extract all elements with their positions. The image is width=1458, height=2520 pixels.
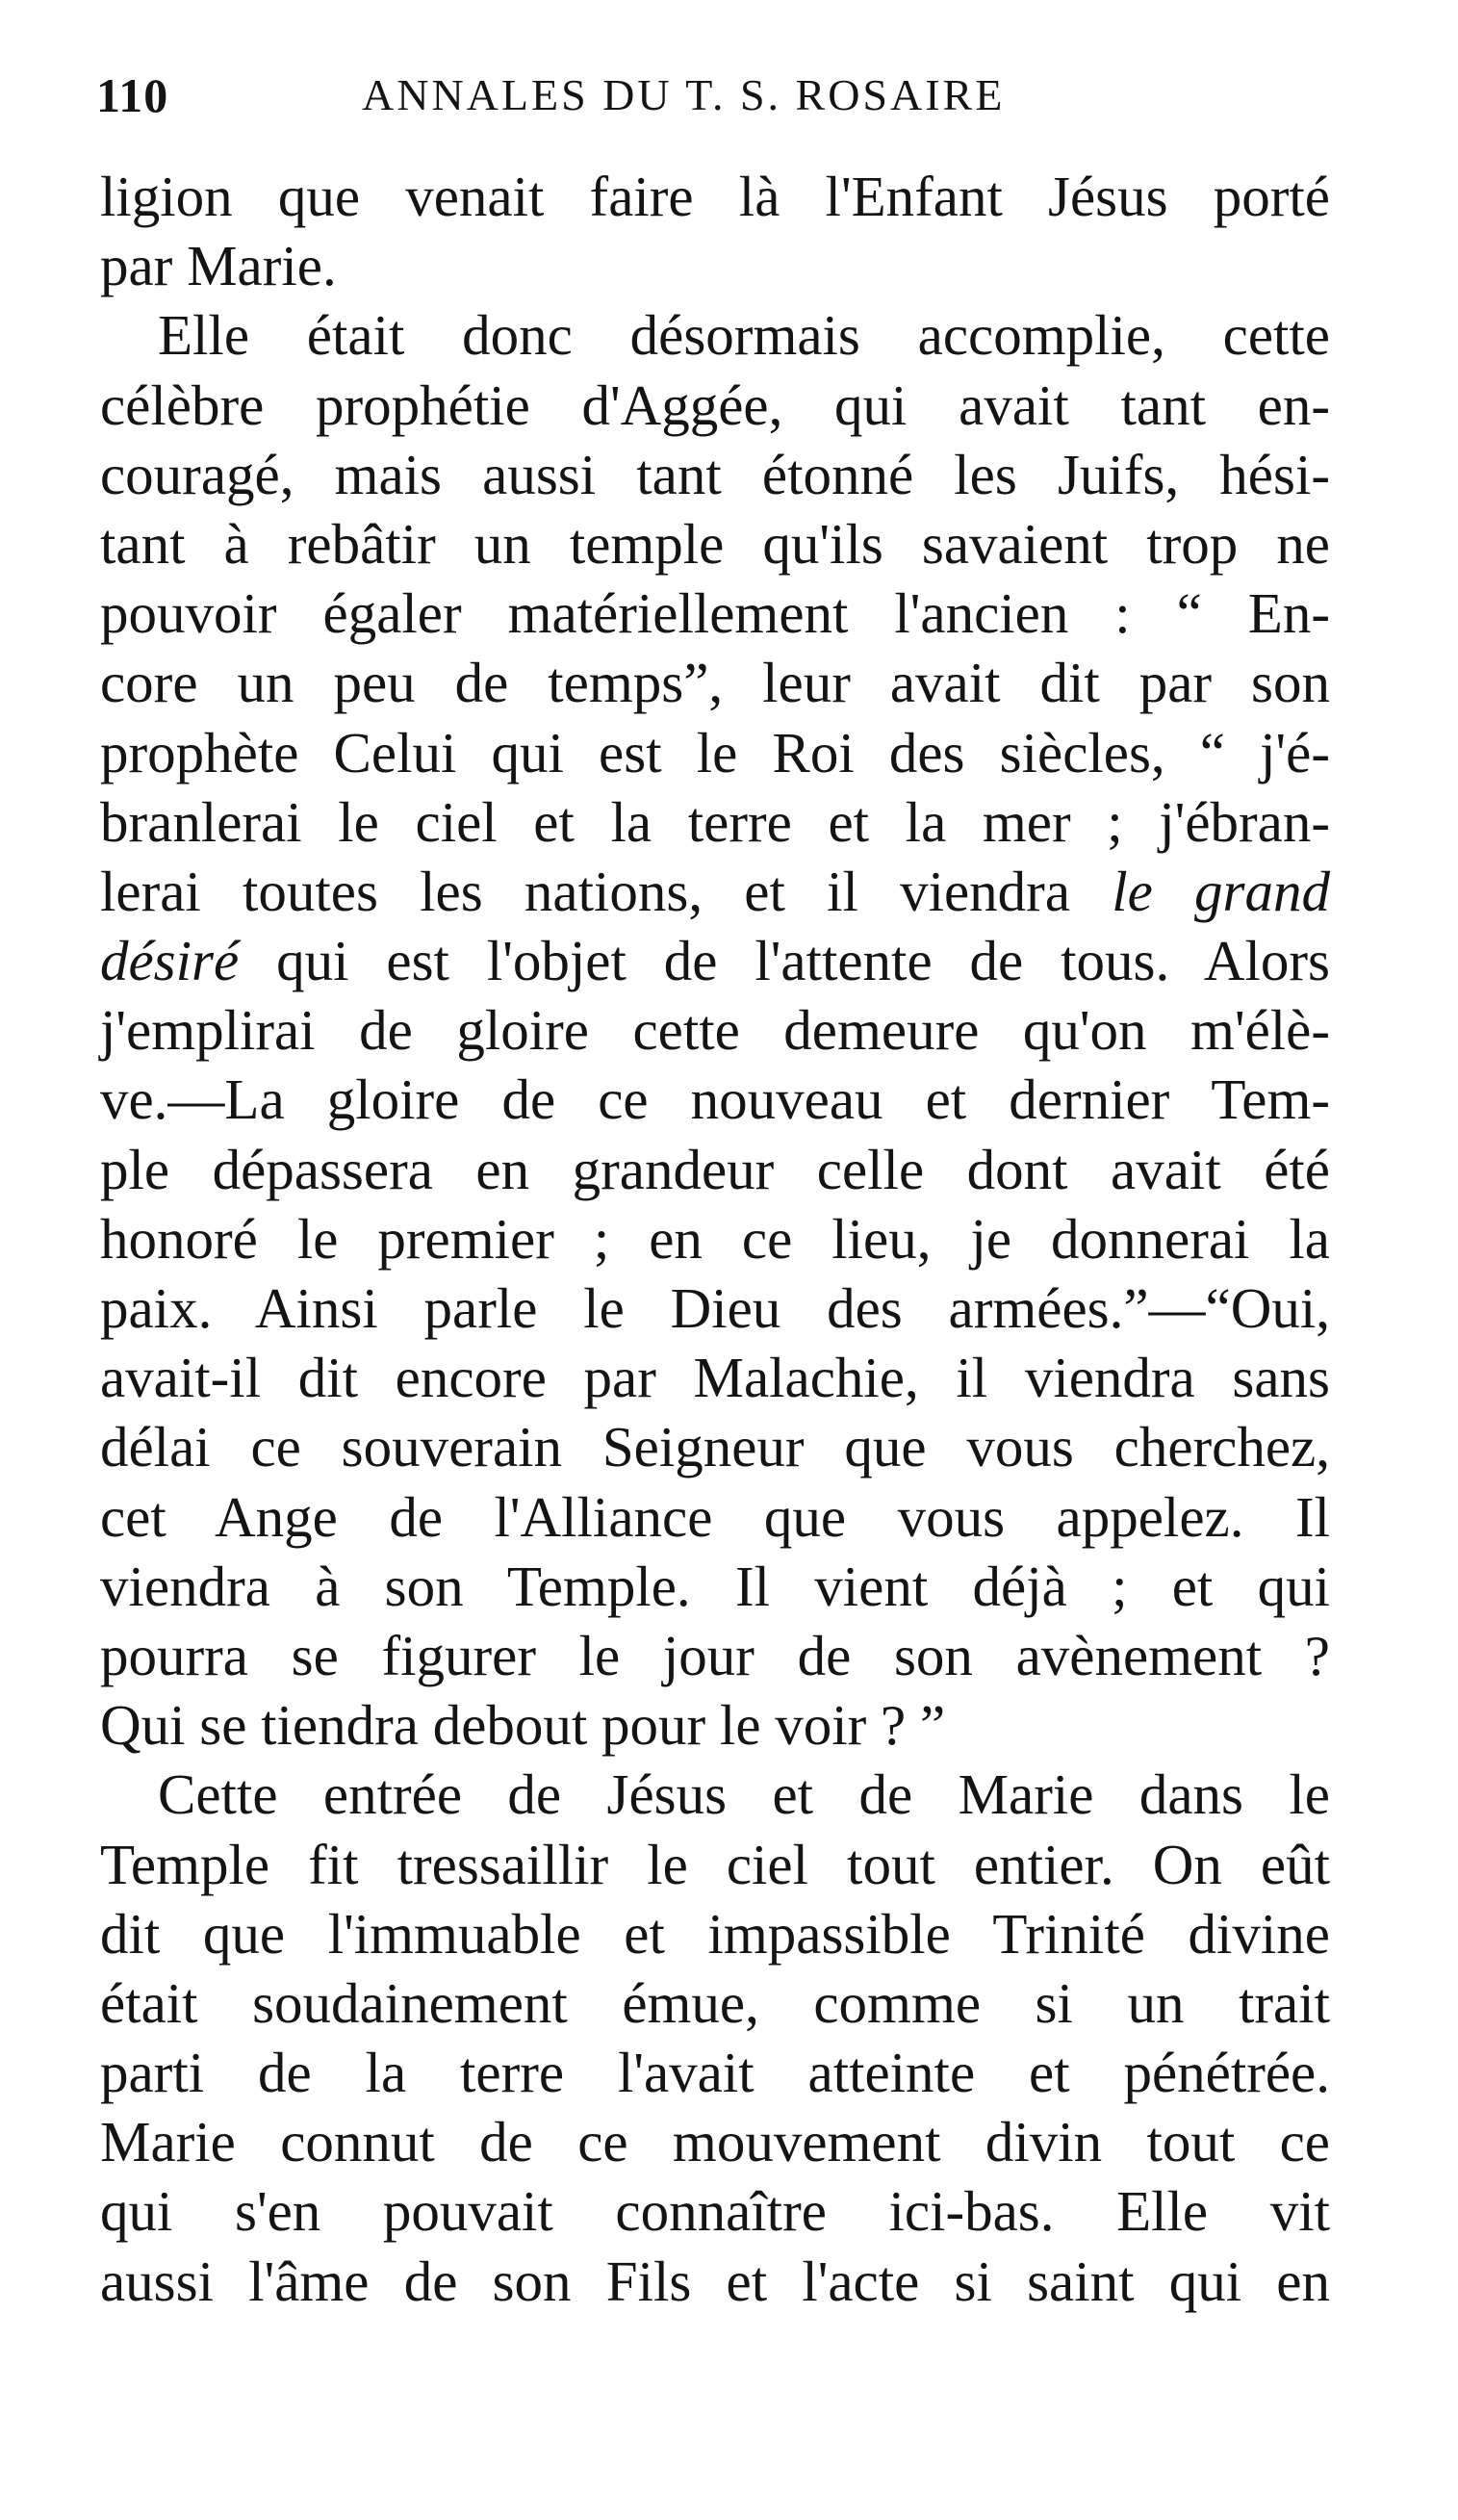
italic-text: désiré bbox=[100, 929, 240, 993]
text-line: tant à rebâtir un temple qu'ils savaient trop ne bbox=[100, 511, 1330, 576]
text-line: par Marie. bbox=[100, 234, 337, 298]
text-line: était soudainement émue, comme si un trait bbox=[100, 1970, 1330, 2035]
text-line: avait-il dit encore par Malachie, il viendra sans bbox=[100, 1346, 1330, 1410]
text-line: ple dépassera en grandeur celle dont avait été bbox=[100, 1137, 1330, 1201]
text-segment: lerai toutes les nations, et il viendra bbox=[100, 859, 1071, 923]
text-line: branlerai le ciel et la terre et la mer ; j'ébran- bbox=[100, 789, 1330, 854]
text-line: prophète Celui qui est le Roi des siècles, “ j'é- bbox=[100, 720, 1330, 784]
page-number: 110 bbox=[96, 68, 169, 122]
text-line: pouvoir égaler matériellement l'ancien : “ En- bbox=[100, 581, 1330, 646]
text-line: ligion que venait faire là l'Enfant Jésus porté bbox=[100, 165, 1330, 228]
text-line: paix. Ainsi parle le Dieu des armées.”—“Oui, bbox=[100, 1276, 1330, 1340]
text-line bbox=[100, 926, 1330, 995]
text-line: qui s'en pouvait connaître ici-bas. Elle vit bbox=[100, 2179, 1330, 2244]
text-line: dit que l'immuable et impassible Trinité divine bbox=[100, 1901, 1330, 1966]
text-line: Qui se tiendra debout pour le voir ? ” bbox=[100, 1693, 946, 1758]
text-line bbox=[100, 857, 1330, 926]
text-line: célèbre prophétie d'Aggée, qui avait tant en- bbox=[100, 373, 1330, 437]
text-line: cet Ange de l'Alliance que vous appelez. Il bbox=[100, 1484, 1330, 1549]
page-header bbox=[96, 67, 1328, 125]
text-line: Elle était donc désormais accomplie, cette bbox=[158, 303, 1330, 368]
text-line: parti de la terre l'avait atteinte et pénétrée. bbox=[100, 2041, 1330, 2105]
text-line: Cette entrée de Jésus et de Marie dans le bbox=[158, 1762, 1330, 1827]
text-line: ve.—La gloire de ce nouveau et dernier Tem- bbox=[100, 1067, 1330, 1132]
text-line: pourra se figurer le jour de son avènement ? bbox=[100, 1623, 1330, 1687]
text-segment: qui est l'objet de l'attente de tous. Alors bbox=[276, 929, 1331, 993]
text-line: honoré le premier ; en ce lieu, je donnerai la bbox=[100, 1206, 1330, 1271]
text-line: viendra à son Temple. Il vient déjà ; et qui bbox=[100, 1554, 1330, 1618]
text-line: aussi l'âme de son Fils et l'acte si saint qui en bbox=[100, 2249, 1330, 2313]
italic-text: le grand bbox=[1112, 859, 1330, 923]
text-line: Marie connut de ce mouvement divin tout ce bbox=[100, 2110, 1330, 2174]
text-line: j'emplirai de gloire cette demeure qu'on m'élè- bbox=[100, 998, 1330, 1063]
body-text bbox=[100, 162, 1330, 2316]
running-title: ANNALES DU T. S. ROSAIRE bbox=[362, 70, 1006, 119]
text-line: Temple fit tressaillir le ciel tout entier. On eût bbox=[100, 1832, 1330, 1896]
text-line: couragé, mais aussi tant étonné les Juifs, hési- bbox=[100, 442, 1330, 506]
text-line: délai ce souverain Seigneur que vous cherchez, bbox=[100, 1415, 1330, 1479]
text-line: core un peu de temps”, leur avait dit par son bbox=[100, 651, 1330, 715]
